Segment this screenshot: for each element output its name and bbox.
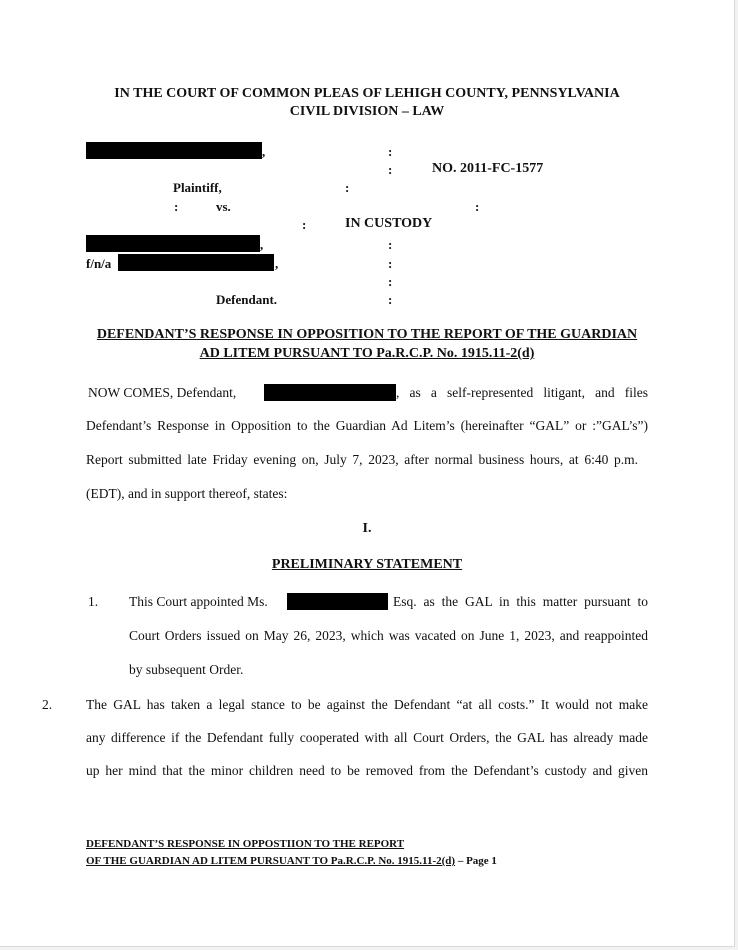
caption-colon: :	[388, 256, 393, 271]
caption-colon: :	[475, 199, 480, 214]
para2-line3: up her mind that the minor children need to be removed from the Defendant’s custody and given	[86, 763, 648, 778]
caption-comma: ,	[262, 144, 266, 159]
caption-colon: :	[388, 237, 393, 252]
footer-page-number: – Page 1	[455, 855, 497, 867]
in-custody-label: IN CUSTODY	[345, 216, 433, 231]
intro-line4: (EDT), and in support thereof, states:	[86, 486, 288, 501]
para2-number: 2.	[42, 697, 53, 712]
case-number: NO. 2011-FC-1577	[432, 161, 544, 176]
intro-line2: Defendant’s Response in Opposition to the Guardian Ad Litem’s (hereinafter “GAL” or :”GAL’s”)	[86, 418, 648, 433]
caption-colon: :	[302, 217, 307, 232]
para1-line3: by subsequent Order.	[129, 662, 244, 677]
redacted-gal-name	[287, 593, 388, 610]
intro-line1-end: , as a self-represented litigant, and files	[396, 385, 648, 400]
para1-number: 1.	[88, 594, 99, 609]
redacted-defendant-name	[86, 235, 260, 252]
caption-colon: :	[388, 292, 393, 307]
para2-line1: The GAL has taken a legal stance to be against the Defendant “at all costs.” It would not make	[86, 697, 648, 712]
para2-line2: any difference if the Defendant fully cooperated with all Court Orders, the GAL has already made	[86, 730, 648, 745]
footer-line2-text: OF THE GUARDIAN AD LITEM PURSUANT TO Pa.R.C.P. No. 1915.11-2(d)	[86, 855, 456, 867]
caption-colon: :	[388, 162, 393, 177]
court-division: CIVIL DIVISION – LAW	[289, 104, 445, 119]
caption-comma: ,	[260, 237, 264, 252]
court-name: IN THE COURT OF COMMON PLEAS OF LEHIGH COUNTY, PENNSYLVANIA	[114, 86, 620, 101]
section-heading: PRELIMINARY STATEMENT	[271, 557, 463, 572]
caption-colon: :	[388, 144, 393, 159]
caption-colon: :	[174, 199, 179, 214]
document-title-line2: AD LITEM PURSUANT TO Pa.R.C.P. No. 1915.11-2(d)	[199, 346, 535, 361]
caption-colon: :	[345, 180, 350, 195]
para1-line2: Court Orders issued on May 26, 2023, which was vacated on June 1, 2023, and reappointed	[129, 628, 648, 643]
defendant-label: Defendant.	[216, 292, 278, 307]
footer-line2	[86, 855, 497, 867]
section-numeral: I.	[362, 521, 372, 536]
footer-line1: DEFENDANT’S RESPONSE IN OPPOSTIION TO THE REPORT	[86, 838, 405, 850]
fna-label: f/n/a	[86, 256, 112, 271]
redacted-defendant-name-inline	[264, 384, 396, 401]
intro-line1-start: NOW COMES, Defendant,	[88, 385, 237, 400]
redacted-plaintiff-name	[86, 142, 262, 159]
para1-line1-start: This Court appointed Ms.	[129, 594, 268, 609]
intro-line3: Report submitted late Friday evening on, July 7, 2023, after normal business hours, at 6:40 p.m.	[86, 452, 638, 467]
caption-colon: :	[388, 274, 393, 289]
para1-line1-end: Esq. as the GAL in this matter pursuant to	[393, 594, 648, 609]
document-title-line1: DEFENDANT’S RESPONSE IN OPPOSITION TO THE REPORT OF THE GUARDIAN	[96, 327, 638, 342]
versus-label: vs.	[216, 199, 231, 214]
caption-comma: ,	[275, 256, 279, 271]
plaintiff-label: Plaintiff,	[173, 180, 222, 195]
redacted-former-name	[118, 254, 274, 271]
